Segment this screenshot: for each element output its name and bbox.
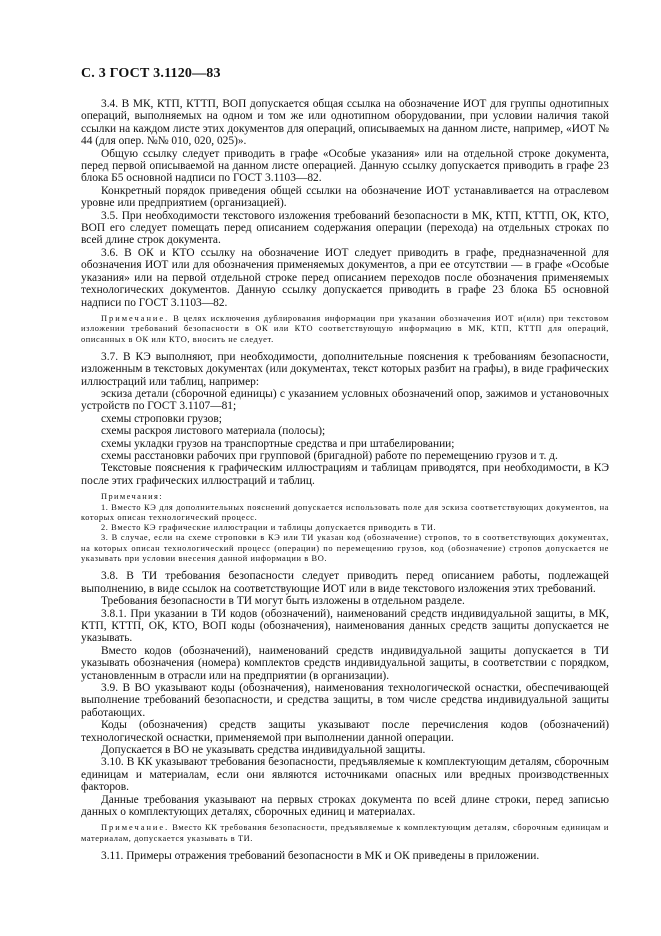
paragraph-3-8-1: 3.8.1. При указании в ТИ кодов (обозначений), наименований средств индивидуальной защиты, в МК, КТП, КТТП, ОК, КТО, ВОП коды (обозначения), наименования данных средств защиты допускается не указывать. [81, 607, 609, 645]
list-item: схемы раскроя листового материала (полосы); [101, 425, 326, 438]
note-item: 1. Вместо КЭ для дополнительных пояснений допускается использовать поле для эскиза соответствующих документов, на которых описан технологический процесс. [81, 502, 609, 522]
paragraph: Коды (обозначения) средств защиты указывают после перечисления кодов (обозначений) технологической оснастки, применяемой при выполнении данной операции. [81, 719, 609, 744]
paragraph-3-11: 3.11. Примеры отражения требований безопасности в МК и ОК приведены в приложении. [101, 850, 540, 863]
paragraph: Общую ссылку следует приводить в графе «Особые указания» или на отдельной строке документа, перед первой описываемой на данном листе операцией. Данную ссылку допускается приводить в графе 23 блока Б5 основной надписи по ГОСТ 3.1103—82. [81, 147, 609, 185]
note-text: В целях исключения дублирования информации при указании обозначения ИОТ и(или) при текстовом изложении требований безопасности в ОК или КТО соответствующую информацию в МК, КТП, КТТП для операций, описанных в ОК или КТО, вносить не следует. [81, 313, 610, 344]
paragraph-3-7: 3.7. В КЭ выполняют, при необходимости, дополнительные пояснения к требованиям безопасности, изложенным в текстовых документах (или документах, текст которых разбит на графы), в виде графических иллюстраций или таблиц, например: [81, 350, 609, 388]
paragraph: Текстовые пояснения к графическим иллюстрациям и таблицам приводятся, при необходимости, в КЭ после этих графических иллюстраций и таблиц. [81, 462, 609, 487]
note-label: Примечание. [101, 313, 170, 323]
note-label: Примечание. [101, 823, 170, 833]
note-1 [81, 314, 609, 345]
paragraph: Вместо кодов (обозначений), наименований средств индивидуальной защиты допускается в ТИ указывать обозначения (номера) комплектов средств индивидуальной защиты, в соответствии с порядком, установленным в отрасли или на предприятии (в организации). [81, 644, 609, 682]
list-item: схемы укладки грузов на транспортные средства и при штабелировании; [101, 437, 455, 450]
note-item: 3. В случае, если на схеме строповки в КЭ или ТИ указан код (обозначение) стропов, то в соответствующих документах, на которых описан технологический процесс (операции) по перемещению грузов, код (обозначение) стропов допускается не указывать при условии внесения данной информации в ВО. [81, 533, 609, 564]
document-body [81, 98, 609, 862]
notes-title: Примечания: [101, 492, 163, 502]
paragraph-3-6: 3.6. В ОК и КТО ссылку на обозначение ИОТ следует приводить в графе, предназначенной для обозначения ИОТ или для обозначения применяемых документов, а при ее отсутствии — в графе «Особые указания» или на первой отдельной строке перед описанием переходов после обозначения применяемых технологических документов. Данную ссылку допускается приводить в графе 23 блока Б5 основной надписи по ГОСТ 3.1103—82. [81, 246, 609, 309]
paragraph: Конкретный порядок приведения общей ссылки на обозначение ИОТ устанавливается на отраслевом уровне или предприятием (организацией). [81, 184, 609, 210]
note-5 [81, 823, 609, 844]
list-item: эскиза детали (сборочной единицы) с указанием условных обозначений опор, зажимов и установочных устройств по ГОСТ 3.1107—81; [81, 388, 609, 413]
paragraph: Данные требования указывают на первых строках документа по всей длине строки, перед записью данных о комплектующих деталях, сборочных единиц и материалах. [81, 793, 609, 819]
note-item: 2. Вместо КЭ графические иллюстрации и таблицы допускается приводить в ТИ. [101, 523, 437, 533]
paragraph-3-5: 3.5. При необходимости текстового изложения требований безопасности в МК, КТП, КТТП, ОК, КТО, ВОП его следует помещать перед описанием содержания операции (перехода) на отдельных строках по всей длине строк документа. [81, 209, 609, 247]
paragraph-3-9: 3.9. В ВО указывают коды (обозначения), наименования технологической оснастки, обеспечивающей выполнение требований безопасности, и средства защиты, в том числе средства индивидуальной защиты работающих. [81, 682, 609, 719]
page-header: С. 3 ГОСТ 3.1120—83 [81, 66, 221, 81]
list-item: схемы строповки грузов; [101, 412, 222, 425]
list-item: схемы расстановки рабочих при групповой (бригадной) работе по перемещению грузов и т. д. [101, 450, 558, 463]
notes-block [81, 492, 609, 564]
paragraph-3-10: 3.10. В КК указывают требования безопасности, предъявляемые к комплектующим деталям, сборочным единицам и материалам, если они являются источниками опасных или вредных производственных факторов. [81, 756, 609, 794]
paragraph: Требования безопасности в ТИ могут быть изложены в отдельном разделе. [101, 595, 465, 608]
paragraph: Допускается в ВО не указывать средства индивидуальной защиты. [101, 744, 426, 757]
paragraph-3-8: 3.8. В ТИ требования безопасности следует приводить перед описанием работы, подлежащей выполнению, в виде ссылок на соответствующие ИОТ или в виде текстового изложения этих требований. [81, 570, 609, 595]
note-text: Вместо КК требования безопасности, предъявляемые к комплектующим деталям, сборочным единицам и материалам, допускается указывать в ТИ. [81, 823, 609, 843]
paragraph-3-4: 3.4. В МК, КТП, КТТП, ВОП допускается общая ссылка на обозначение ИОТ для группы однотипных операций, выполняемых на одном и том же или однотипном оборудовании, при условии наличия такой ссылки на каждом листе этих документов для операций, описываемых на данном листе, например, «ИОТ № 44 (для опер. №№ 010, 020, 025)». [81, 98, 609, 148]
